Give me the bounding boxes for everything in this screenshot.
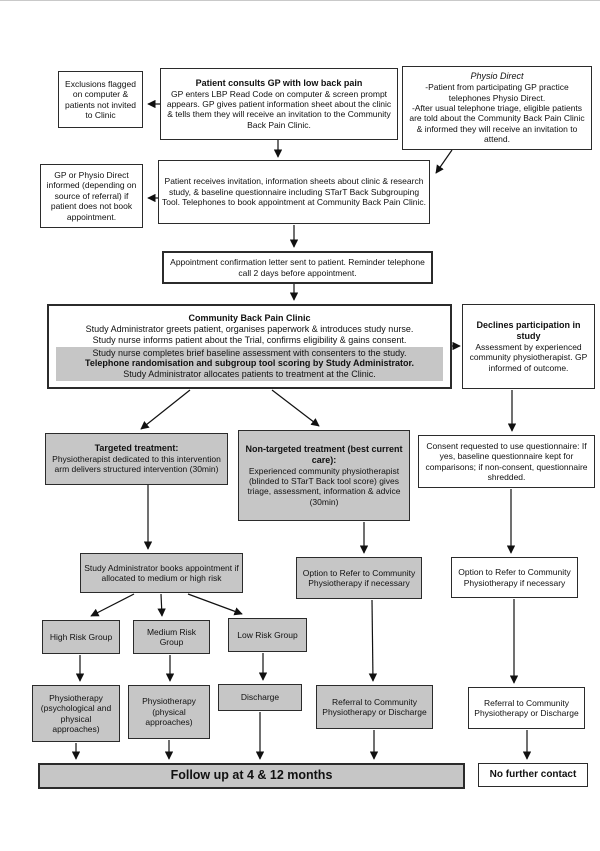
medium-risk-text: Medium Risk Group <box>146 626 197 647</box>
node-consent-questionnaire <box>418 435 595 488</box>
physio-direct-title: Physio Direct <box>470 71 524 82</box>
non-targeted-body: Experienced community physiotherapist (blinded to STarT Back tool score) gives triage, assessment, information & advice (30min) <box>247 465 401 507</box>
referral-right-text: Referral to Community Physiotherapy or Discharge <box>474 697 579 718</box>
clinic-line1: Study Administrator greets patient, organises paperwork & introduces study nurse. <box>85 323 414 334</box>
clinic-title: Community Back Pain Clinic <box>188 312 311 323</box>
confirmation-text: Appointment confirmation letter sent to patient. Reminder telephone call 2 days before appointment. <box>170 257 425 278</box>
node-gp-consult <box>160 68 398 140</box>
node-no-further-contact <box>478 763 588 787</box>
node-low-risk-group <box>228 618 307 652</box>
physio-direct-body1: -Patient from participating GP practice telephones Physio Direct. <box>425 82 569 103</box>
node-physiotherapy-physical <box>128 685 210 739</box>
node-physio-direct <box>402 66 592 150</box>
declines-body: Assessment by experienced community physiotherapist. GP informed of outcome. <box>469 341 588 373</box>
low-risk-text: Low Risk Group <box>237 629 298 640</box>
option-right-text: Option to Refer to Community Physiotherapy if necessary <box>458 567 571 588</box>
node-non-targeted-treatment <box>238 430 410 521</box>
node-invitation <box>158 160 430 224</box>
clinic-shaded2: Telephone randomisation and subgroup tool scoring by Study Administrator. <box>84 358 415 369</box>
gp-consult-body: GP enters LBP Read Code on computer & screen prompt appears. GP gives patient information sheet about the clinic & tells them they will receive an invitation to the Community Back Pain Clinic. <box>166 88 392 130</box>
non-targeted-title: Non-targeted treatment (best current care): <box>245 443 403 465</box>
node-followup-bar <box>38 763 465 789</box>
node-medium-risk-group <box>133 620 210 654</box>
node-declines <box>462 304 595 389</box>
node-option-refer-left <box>296 557 422 599</box>
consent-text: Consent requested to use questionnaire: If yes, baseline questionnaire kept for comparisons; if non-consent, questionnaire shredded. <box>425 440 588 482</box>
invitation-text: Patient receives invitation, information sheets about clinic & research study, & baseline questionnaire including STarT Back Subgrouping Tool. Telephones to book appointment at Community Back Pain Clinic. <box>162 176 426 208</box>
node-exclusions <box>58 71 143 128</box>
followup-text: Follow up at 4 & 12 months <box>170 768 333 783</box>
node-targeted-treatment <box>45 433 228 485</box>
declines-title: Declines participation in study <box>476 319 581 341</box>
gp-consult-title: Patient consults GP with low back pain <box>195 77 363 88</box>
physio-direct-body2: -After usual telephone triage, eligible patients are told about the Community Back Pain Clinic & informed they will receive an invitation to attend. <box>409 103 585 145</box>
node-confirmation <box>162 251 433 284</box>
physio-phys-text: Physiotherapy (physical approaches) <box>142 696 196 728</box>
targeted-title: Targeted treatment: <box>94 443 179 454</box>
node-gp-informed <box>40 164 143 228</box>
high-risk-text: High Risk Group <box>49 631 113 642</box>
node-referral-left <box>316 685 433 729</box>
clinic-shaded1: Study nurse completes brief baseline assessment with consenters to the study. <box>92 347 407 358</box>
clinic-line2: Study nurse informs patient about the Trial, confirms eligibility & gains consent. <box>92 334 407 345</box>
physio-psych-text: Physiotherapy (psychological and physical approaches) <box>40 692 112 734</box>
referral-left-text: Referral to Community Physiotherapy or Discharge <box>322 696 427 717</box>
discharge-text: Discharge <box>240 692 280 703</box>
node-admin-books-appointment <box>80 553 243 593</box>
node-community-clinic <box>47 304 452 389</box>
option-left-text: Option to Refer to Community Physiotherapy if necessary <box>302 567 416 588</box>
node-discharge <box>218 684 302 711</box>
gp-informed-text: GP or Physio Direct informed (depending on source of referral) if patient does not book appointment. <box>46 170 137 222</box>
books-text: Study Administrator books appointment if allocated to medium or high risk <box>84 562 239 583</box>
targeted-body: Physiotherapist dedicated to this intervention arm delivers structured intervention (30min) <box>52 454 221 475</box>
node-option-refer-right <box>451 557 578 598</box>
node-referral-right <box>468 687 585 729</box>
clinic-shaded3: Study Administrator allocates patients to treatment at the Clinic. <box>123 369 376 380</box>
node-physiotherapy-psychological <box>32 685 120 742</box>
clinic-shaded-block <box>56 347 443 382</box>
no-contact-text: No further contact <box>489 768 577 780</box>
node-high-risk-group <box>42 620 120 654</box>
exclusions-text: Exclusions flagged on computer & patients not invited to Clinic <box>65 78 136 120</box>
